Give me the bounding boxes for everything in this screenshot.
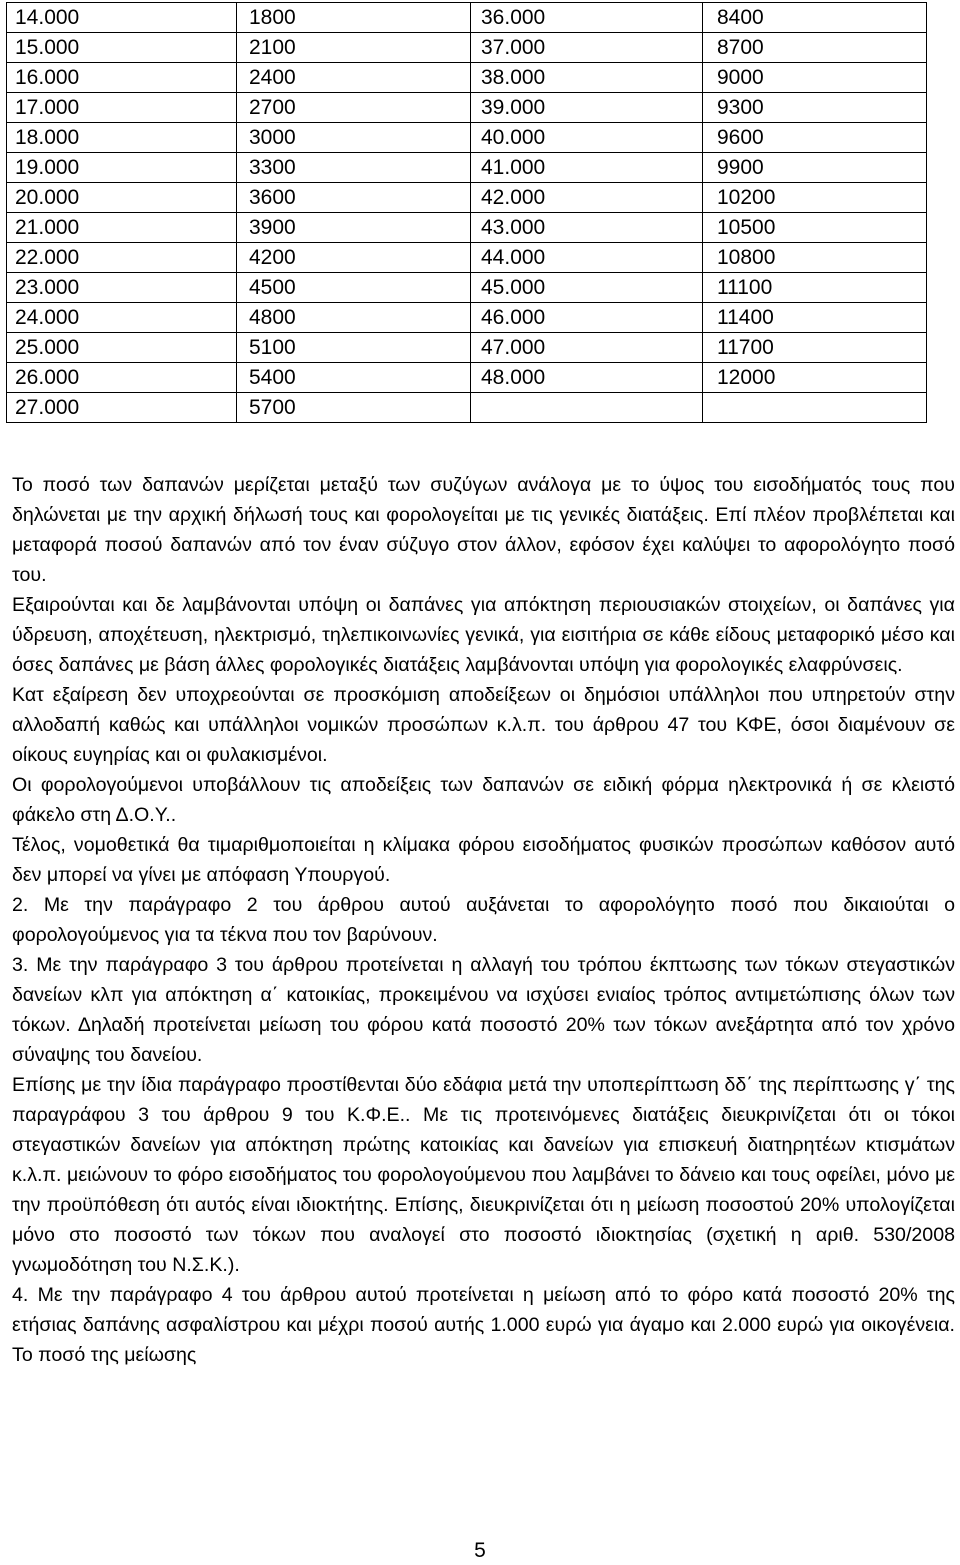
table-cell: 5400 — [237, 363, 471, 393]
paragraph: Κατ εξαίρεση δεν υποχρεούνται σε προσκόμιση αποδείξεων οι δημόσιοι υπάλληλοι που υπηρετούν στην αλλοδαπή καθώς και υπάλληλοι νομικών προσώπων κ.λ.π. του άρθρου 47 του ΚΦΕ, όσοι διαμένουν σε οίκους ευγηρίας και οι φυλακισμένοι. — [12, 684, 955, 766]
table-cell: 38.000 — [471, 63, 703, 93]
table-cell: 25.000 — [7, 333, 237, 363]
paragraph: Το ποσό των δαπανών μερίζεται μεταξύ των συζύγων ανάλογα με το ύψος του εισοδήματός τους που δηλώνεται με την αρχική δήλωσή τους και φορολογείται με τις γενικές διατάξεις. Επί πλέον προβλέπεται και μεταφορά ποσού δαπανών από τον έναν σύζυγο στον άλλον, εφόσον έχει καλύψει το αφορολόγητο ποσό του. — [12, 474, 955, 586]
table-cell: 46.000 — [471, 303, 703, 333]
table-cell: 12000 — [703, 363, 927, 393]
table-cell: 4800 — [237, 303, 471, 333]
table-cell: 9600 — [703, 123, 927, 153]
table-cell: 5100 — [237, 333, 471, 363]
paragraph: Τέλος, νομοθετικά θα τιμαριθμοποιείται η κλίμακα φόρου εισοδήματος φυσικών προσώπων καθόσον αυτό δεν μπορεί να γίνει με απόφαση Υπουργού. — [12, 834, 955, 886]
table-cell: 10800 — [703, 243, 927, 273]
table-row — [7, 153, 927, 183]
table-cell: 44.000 — [471, 243, 703, 273]
table-cell: 11400 — [703, 303, 927, 333]
table-row — [7, 363, 927, 393]
rates-table — [6, 2, 927, 423]
table-cell: 8700 — [703, 33, 927, 63]
table-cell: 11700 — [703, 333, 927, 363]
paragraph: 4. Με την παράγραφο 4 του άρθρου αυτού προτείνεται η μείωση από το φόρο κατά ποσοστό 20% της ετήσιας δαπάνης ασφαλίστρου και μέχρι ποσού αυτής 1.000 ευρώ για άγαμο και 2.000 ευρώ για οικογένεια. Το ποσό της μείωσης — [12, 1284, 955, 1366]
page-number: 5 — [474, 1539, 486, 1562]
table-cell: 20.000 — [7, 183, 237, 213]
table-row — [7, 273, 927, 303]
table-cell: 40.000 — [471, 123, 703, 153]
table-cell: 5700 — [237, 393, 471, 423]
rates-table-body — [7, 3, 927, 423]
table-cell: 3900 — [237, 213, 471, 243]
paragraph: Επίσης με την ίδια παράγραφο προστίθενται δύο εδάφια μετά την υποπερίπτωση δδ΄ της περίπτωσης γ΄ της παραγράφου 3 του άρθρου 9 του Κ.Φ.Ε.. Με τις προτεινόμενες διατάξεις διευκρινίζεται ότι οι τόκοι στεγαστικών δανείων για απόκτηση πρώτης κατοικίας και δανείων για επισκευή διατηρητέων κτισμάτων κ.λ.π. μειώνουν το φόρο εισοδήματος του φορολογούμενου που λαμβάνει το δάνειο και τους οφείλει, μόνο με την προϋπόθεση ότι αυτός είναι ιδιοκτήτης. Επίσης, διευκρινίζεται ότι η μείωση ποσοστού 20% υπολογίζεται μόνο στο ποσοστό των τόκων που αναλογεί στο ποσοστό ιδιοκτησίας (σχετική η αριθ. 530/2008 γνωμοδότηση του Ν.Σ.Κ.). — [12, 1074, 955, 1276]
table-row — [7, 93, 927, 123]
table-row — [7, 33, 927, 63]
table-cell: 47.000 — [471, 333, 703, 363]
table-cell: 10200 — [703, 183, 927, 213]
table-cell: 15.000 — [7, 33, 237, 63]
table-cell: 3000 — [237, 123, 471, 153]
table-row — [7, 183, 927, 213]
table-cell: 21.000 — [7, 213, 237, 243]
table-cell: 17.000 — [7, 93, 237, 123]
table-cell: 11100 — [703, 273, 927, 303]
table-cell: 45.000 — [471, 273, 703, 303]
table-row — [7, 243, 927, 273]
paragraph: Εξαιρούνται και δε λαμβάνονται υπόψη οι δαπάνες για απόκτηση περιουσιακών στοιχείων, οι δαπάνες για ύδρευση, αποχέτευση, ηλεκτρισμό, τηλεπικοινωνίες γενικά, για εισιτήρια σε κάθε είδους μεταφορικό μέσο και όσες δαπάνες με βάση άλλες φορολογικές διατάξεις λαμβάνονται υπόψη για φορολογικές ελαφρύνσεις. — [12, 594, 955, 676]
paragraph: 3. Με την παράγραφο 3 του άρθρου προτείνεται η αλλαγή του τρόπου έκπτωσης των τόκων στεγαστικών δανείων κλπ για απόκτηση α΄ κατοικίας, προκειμένου να ισχύσει ενιαίος τρόπος αντιμετώπισης όλων των τόκων. Δηλαδή προτείνεται μείωση του φόρου κατά ποσοστό 20% των τόκων ανεξάρτητα από τον χρόνο σύναψης του δανείου. — [12, 954, 955, 1066]
table-cell: 22.000 — [7, 243, 237, 273]
table-cell: 23.000 — [7, 273, 237, 303]
paragraph: Οι φορολογούμενοι υποβάλλουν τις αποδείξεις των δαπανών σε ειδική φόρμα ηλεκτρονικά ή σε κλειστό φάκελο στη Δ.Ο.Υ.. — [12, 774, 955, 826]
paragraph: 2. Με την παράγραφο 2 του άρθρου αυτού αυξάνεται το αφορολόγητο ποσό που δικαιούται ο φορολογούμενος για τα τέκνα που τον βαρύνουν. — [12, 894, 955, 946]
table-row — [7, 3, 927, 33]
table-cell — [471, 393, 703, 423]
table-cell: 1800 — [237, 3, 471, 33]
table-cell: 16.000 — [7, 63, 237, 93]
table-row — [7, 123, 927, 153]
body-text — [12, 470, 955, 1370]
table-cell: 14.000 — [7, 3, 237, 33]
table-cell: 48.000 — [471, 363, 703, 393]
table-cell: 42.000 — [471, 183, 703, 213]
table-cell: 3600 — [237, 183, 471, 213]
table-cell: 43.000 — [471, 213, 703, 243]
table-cell: 18.000 — [7, 123, 237, 153]
table-cell: 3300 — [237, 153, 471, 183]
table-row — [7, 63, 927, 93]
table-cell: 19.000 — [7, 153, 237, 183]
table-cell: 10500 — [703, 213, 927, 243]
table-cell: 9900 — [703, 153, 927, 183]
table-cell: 4500 — [237, 273, 471, 303]
table-cell: 8400 — [703, 3, 927, 33]
table-cell: 41.000 — [471, 153, 703, 183]
table-cell: 9000 — [703, 63, 927, 93]
table-cell: 27.000 — [7, 393, 237, 423]
table-cell: 4200 — [237, 243, 471, 273]
table-row — [7, 393, 927, 423]
table-cell: 37.000 — [471, 33, 703, 63]
table-cell: 9300 — [703, 93, 927, 123]
table-row — [7, 213, 927, 243]
table-row — [7, 303, 927, 333]
table-cell: 39.000 — [471, 93, 703, 123]
table-cell — [703, 393, 927, 423]
table-cell: 26.000 — [7, 363, 237, 393]
table-cell: 2100 — [237, 33, 471, 63]
table-cell: 2400 — [237, 63, 471, 93]
table-row — [7, 333, 927, 363]
table-cell: 24.000 — [7, 303, 237, 333]
table-cell: 2700 — [237, 93, 471, 123]
table-cell: 36.000 — [471, 3, 703, 33]
